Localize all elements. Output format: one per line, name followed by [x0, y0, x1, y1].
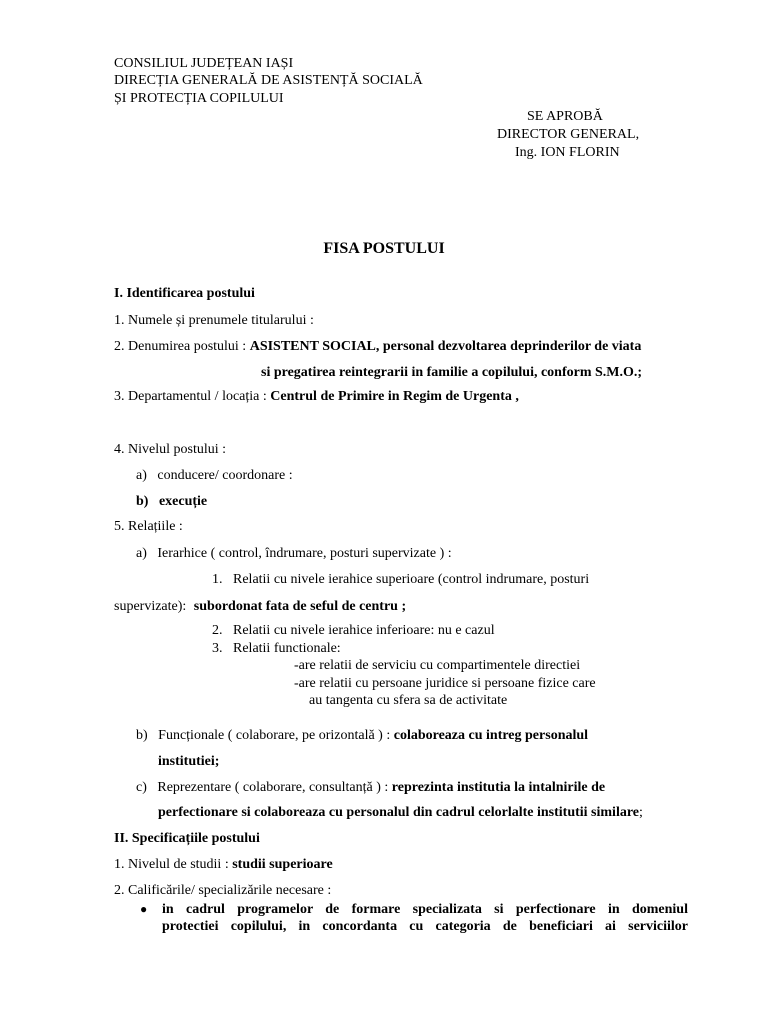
relation-1-line-1: 1. Relatii cu nivele ierahice superioare (control indrumare, posturi: [212, 572, 590, 587]
section-1-heading: I. Identificarea postului: [114, 286, 255, 301]
item-5-option-c-value: reprezinta institutia la intalnirile de: [391, 780, 606, 795]
qualification-bullet-line-1: in cadrul programelor de formare specializata si perfectionare in domeniul: [162, 902, 688, 917]
studies-value: studii superioare: [232, 857, 333, 872]
item-3-label: 3. Departamentul / locația :: [114, 389, 267, 404]
relation-3-sub-3: au tangenta cu sfera sa de activitate: [309, 693, 508, 708]
relation-1-label: supervizate):: [114, 599, 187, 614]
bullet-icon: ●: [140, 902, 148, 916]
item-5-option-c-label: c) Reprezentare ( colaborare, consultanță ) :: [136, 780, 389, 795]
institution-line-2: DIRECȚIA GENERALĂ DE ASISTENȚĂ SOCIALĂ: [114, 73, 423, 88]
relation-3-sub-1: -are relatii de serviciu cu compartimentele directiei: [294, 658, 581, 673]
approval-line-1: SE APROBĂ: [527, 109, 603, 124]
item-1-label: 1. Numele și prenumele titularului :: [114, 313, 314, 328]
item-2-line: [114, 340, 641, 354]
qualification-bullet-line-2: protectiei copilului, in concordanta cu categoria de beneficiari ai serviciilor: [162, 919, 688, 934]
relation-1-line-2: [114, 600, 406, 614]
item-5-option-b-value-line-2: institutiei;: [158, 754, 220, 769]
item-4-option-a: a) conducere/ coordonare :: [136, 468, 293, 483]
item-5-label: 5. Relațiile :: [114, 519, 183, 534]
item-5-option-b-value: colaboreaza cu intreg personalul: [393, 728, 589, 743]
item-5-option-b: [136, 729, 588, 743]
institution-line-1: CONSILIUL JUDEȚEAN IAȘI: [114, 56, 294, 71]
item-4-option-b: b) execuție: [136, 494, 208, 509]
item-2-value-line-2: si pregatirea reintegrarii in familie a copilului, conform S.M.O.;: [261, 365, 643, 380]
item-5-option-a: a) Ierarhice ( control, îndrumare, posturi supervizate ) :: [136, 546, 452, 561]
item-5-option-c-line-2: [158, 806, 643, 820]
item-5-option-c-tail: ;: [639, 805, 643, 820]
studies-line: [114, 858, 333, 872]
section-2-heading: II. Specificațiile postului: [114, 831, 260, 846]
item-5-option-c-value-line-2: perfectionare si colaboreaza cu personalul din cadrul celorlalte institutii similare: [158, 805, 640, 820]
item-3-value: Centrul de Primire in Regim de Urgenta ,: [270, 389, 519, 404]
institution-line-3: ȘI PROTECȚIA COPILULUI: [114, 91, 284, 106]
item-3-line: [114, 390, 519, 404]
relation-3: 3. Relatii functionale:: [212, 641, 341, 656]
item-2-value: ASISTENT SOCIAL, personal dezvoltarea deprinderilor de viata: [249, 339, 642, 354]
relation-3-sub-2: -are relatii cu persoane juridice si persoane fizice care: [294, 676, 596, 691]
item-5-option-b-label: b) Funcționale ( colaborare, pe orizontală ) :: [136, 728, 391, 743]
relation-2: 2. Relatii cu nivele ierahice inferioare: nu e cazul: [212, 623, 495, 638]
item-4-label: 4. Nivelul postului :: [114, 442, 226, 457]
approval-line-2: DIRECTOR GENERAL,: [497, 127, 640, 142]
document-title: FISA POSTULUI: [323, 240, 445, 257]
relation-1-value: subordonat fata de seful de centru ;: [193, 599, 407, 614]
item-2-label: 2. Denumirea postului :: [114, 339, 247, 354]
item-5-option-c: [136, 781, 605, 795]
studies-label: 1. Nivelul de studii :: [114, 857, 229, 872]
approval-line-3: Ing. ION FLORIN: [515, 145, 620, 160]
qualifications-label: 2. Calificările/ specializările necesare :: [114, 883, 332, 898]
